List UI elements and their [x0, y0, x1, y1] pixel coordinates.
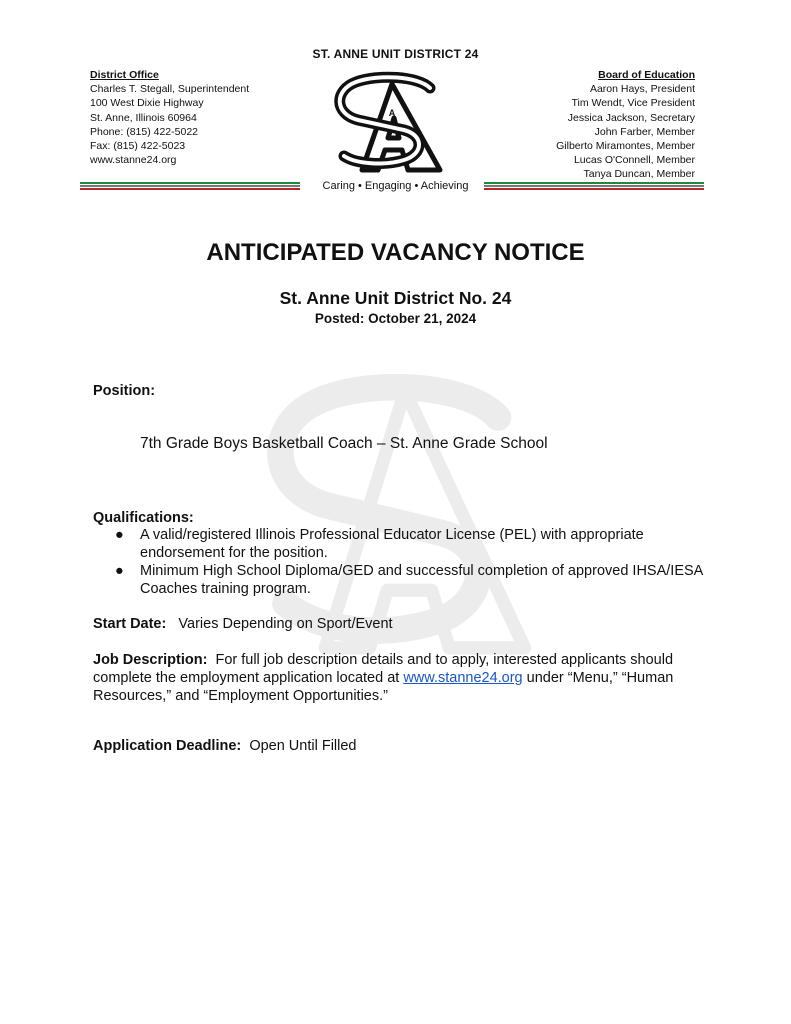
list-item	[93, 526, 713, 562]
position-value: 7th Grade Boys Basketball Coach – St. Anne Grade School	[140, 435, 548, 452]
deadline-label: Application Deadline:	[93, 738, 242, 754]
office-line: Charles T. Stegall, Superintendent	[90, 83, 250, 96]
board-title: Board of Education	[598, 69, 695, 81]
office-website: www.stanne24.org	[90, 154, 177, 167]
application-deadline	[93, 737, 357, 755]
job-description-label: Job Description:	[93, 652, 208, 668]
board-member: Aaron Hays, President	[589, 83, 695, 96]
website-link[interactable]: www.stanne24.org	[403, 670, 523, 686]
board-member: Lucas O'Connell, Member	[573, 154, 695, 167]
office-line: Phone: (815) 422-5022	[90, 125, 198, 138]
district-office-block	[90, 68, 249, 167]
district-office-title: District Office	[90, 69, 159, 81]
office-line: Fax: (815) 422-5023	[90, 140, 186, 153]
job-description-text-after: under “Menu,” “Human Resources,” and “Employment Opportunities.”	[93, 670, 674, 704]
qualification-text: A valid/registered Illinois Professional Educator License (PEL) with appropriate endorsement for the position.	[140, 527, 644, 561]
qualifications-list	[93, 526, 713, 598]
job-description-text: For full job description details and to apply, interested applicants should complete the employment application located at	[93, 652, 674, 686]
board-member: Tanya Duncan, Member	[583, 168, 695, 181]
notice-title: ANTICIPATED VACANCY NOTICE	[206, 239, 585, 266]
bullet-icon: ●	[115, 527, 124, 543]
posted-date: Posted: October 21, 2024	[314, 311, 477, 326]
qualification-text: Minimum High School Diploma/GED and successful completion of approved IHSA/IESA Coaches training program.	[140, 563, 703, 597]
notice-district: St. Anne Unit District No. 24	[279, 288, 512, 308]
board-of-education-block	[556, 68, 695, 182]
start-date-label: Start Date:	[93, 616, 167, 632]
start-date	[93, 615, 393, 633]
district-motto: Caring • Engaging • Achieving	[322, 180, 469, 192]
district-logo	[322, 70, 462, 180]
office-line: 100 West Dixie Highway	[90, 97, 204, 110]
board-member: John Farber, Member	[594, 125, 695, 138]
bullet-icon: ●	[115, 563, 124, 579]
board-member: Gilberto Miramontes, Member	[556, 140, 695, 153]
deadline-value: Open Until Filled	[249, 738, 357, 754]
office-line: St. Anne, Illinois 60964	[90, 111, 197, 124]
board-member: Tim Wendt, Vice President	[571, 97, 695, 110]
job-description	[93, 651, 693, 705]
district-header: ST. ANNE UNIT DISTRICT 24	[312, 47, 479, 61]
board-member: Jessica Jackson, Secretary	[567, 111, 695, 124]
position-label: Position:	[93, 383, 156, 399]
svg-text:A: A	[388, 108, 396, 118]
list-item	[93, 562, 713, 598]
start-date-value: Varies Depending on Sport/Event	[178, 616, 393, 632]
qualifications-label: Qualifications:	[93, 510, 194, 526]
